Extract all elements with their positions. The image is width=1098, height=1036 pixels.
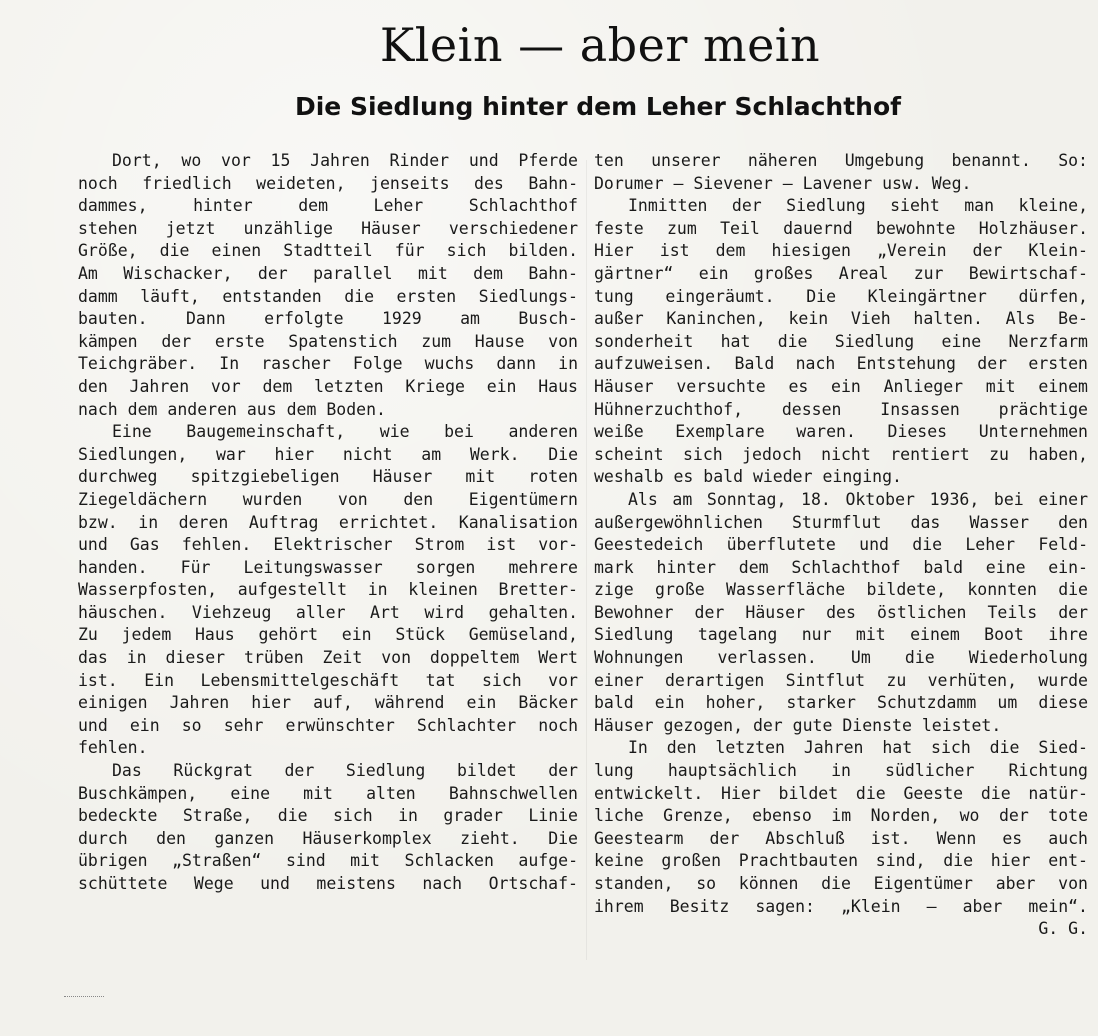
- text-line: noch friedlich weideten, jenseits des Bahn-: [78, 173, 578, 193]
- text-line: Häuser versuchte es ein Anlieger mit einem: [594, 376, 1088, 396]
- text-line: ihrem Besitz sagen: „Klein — aber mein“.: [594, 896, 1088, 916]
- text-line: einer derartigen Sintflut zu verhüten, wurde: [594, 670, 1088, 690]
- text-line: Wohnungen verlassen. Um die Wiederholung: [594, 648, 1088, 668]
- text-line: dammes, hinter dem Leher Schlachthof: [78, 196, 578, 216]
- text-line: Größe, die einen Stadtteil für sich bilden.: [78, 241, 578, 261]
- text-line: durchweg spitzgiebeligen Häuser mit roten: [78, 467, 578, 487]
- text-line: zige große Wasserfläche bildete, konnten die: [594, 580, 1088, 600]
- text-line: tung eingeräumt. Die Kleingärtner dürfen,: [594, 286, 1088, 306]
- scan-edge-mark: [64, 996, 104, 998]
- text-line: Buschkämpen, eine mit alten Bahnschwellen: [78, 783, 578, 803]
- text-line: nach dem anderen aus dem Boden.: [78, 399, 386, 419]
- text-line: weshalb es bald wieder einging.: [594, 467, 902, 487]
- text-line: Ziegeldächern wurden von den Eigentümern: [78, 489, 578, 509]
- text-line: weiße Exemplare waren. Dieses Unternehmen: [594, 422, 1088, 442]
- column-gutter: [586, 160, 587, 960]
- text-line: einigen Jahren hier auf, während ein Bäcker: [78, 693, 578, 713]
- text-line: standen, so können die Eigentümer aber von: [594, 874, 1088, 893]
- text-line: Wasserpfosten, aufgestellt in kleinen Bretter-: [78, 580, 578, 600]
- text-line: den Jahren vor dem letzten Kriege ein Haus: [78, 376, 578, 396]
- text-line: feste zum Teil dauernd bewohnte Holzhäuser.: [594, 218, 1088, 238]
- text-line: Inmitten der Siedlung sieht man kleine,: [628, 196, 1088, 216]
- text-line: bauten. Dann erfolgte 1929 am Busch-: [78, 309, 578, 329]
- text-line: Hühnerzuchthof, dessen Insassen prächtige: [594, 399, 1088, 419]
- text-line: sonderheit hat die Siedlung eine Nerzfarm: [594, 331, 1088, 351]
- text-line: keine großen Prachtbauten sind, die hier ent-: [594, 851, 1088, 871]
- text-line: fehlen.: [78, 738, 148, 758]
- text-line: ist. Ein Lebensmittelgeschäft tat sich vor: [78, 670, 578, 690]
- text-line: bald ein hoher, starker Schutzdamm um diese: [594, 693, 1088, 713]
- subheadline: Die Siedlung hinter dem Leher Schlachthof: [294, 92, 902, 121]
- text-line: Siedlungen, war hier nicht am Werk. Die: [78, 444, 578, 464]
- text-line: Dort, wo vor 15 Jahren Rinder und Pferde: [112, 151, 578, 170]
- text-line: und ein so sehr erwünschter Schlachter noch: [78, 715, 578, 735]
- text-line: aufzuweisen. Bald nach Entstehung der ersten: [594, 354, 1088, 374]
- text-line: In den letzten Jahren hat sich die Sied-: [628, 738, 1088, 758]
- text-line: scheint sich jedoch nicht rentiert zu haben,: [594, 444, 1088, 464]
- article-column-left: [78, 150, 578, 896]
- text-line: bedeckte Straße, die sich in grader Linie: [78, 806, 578, 826]
- text-line: Geestedeich überflutete und die Leher Feld-: [594, 535, 1088, 555]
- text-line: Hier ist dem hiesigen „Verein der Klein-: [594, 241, 1088, 261]
- text-line: durch den ganzen Häuserkomplex zieht. Die: [78, 828, 578, 848]
- text-line: damm läuft, entstanden die ersten Siedlungs-: [78, 286, 578, 306]
- text-line: Bewohner der Häuser des östlichen Teils der: [594, 602, 1088, 622]
- text-line: handen. Für Leitungswasser sorgen mehrere: [78, 557, 578, 577]
- text-line: Siedlung tagelang nur mit einem Boot ihre: [594, 625, 1088, 645]
- text-line: liche Grenze, ebenso im Norden, wo der tote: [594, 806, 1088, 826]
- text-line: lung hauptsächlich in südlicher Richtung: [594, 761, 1088, 781]
- text-line: Teichgräber. In rascher Folge wuchs dann in: [78, 354, 578, 374]
- article-column-right: [594, 150, 1088, 941]
- text-line: stehen jetzt unzählige Häuser verschiedener: [78, 218, 578, 238]
- text-line: übrigen „Straßen“ sind mit Schlacken aufge-: [78, 851, 578, 871]
- text-line: Als am Sonntag, 18. Oktober 1936, bei einer: [628, 489, 1088, 509]
- text-line: außer Kaninchen, kein Vieh halten. Als Be-: [594, 309, 1088, 329]
- text-line: Dorumer — Sievener — Lavener usw. Weg.: [594, 173, 972, 193]
- text-line: Zu jedem Haus gehört ein Stück Gemüseland,: [78, 625, 578, 645]
- text-line: G. G.: [1038, 919, 1088, 939]
- text-line: Häuser gezogen, der gute Dienste leistet.: [594, 715, 1002, 735]
- text-line: das in dieser trüben Zeit von doppeltem Wert: [78, 648, 578, 668]
- text-line: gärtner“ ein großes Areal zur Bewirtschaf-: [594, 263, 1088, 283]
- text-line: mark hinter dem Schlachthof bald eine ein-: [594, 557, 1088, 577]
- text-line: ten unserer näheren Umgebung benannt. So:: [594, 151, 1088, 170]
- text-line: Geestearm der Abschluß ist. Wenn es auch: [594, 828, 1088, 848]
- text-line: Am Wischacker, der parallel mit dem Bahn-: [78, 263, 578, 283]
- text-line: bzw. in deren Auftrag errichtet. Kanalisation: [78, 512, 578, 532]
- headline: Klein — aber mein: [379, 18, 821, 72]
- text-line: und Gas fehlen. Elektrischer Strom ist vor-: [78, 535, 578, 555]
- text-line: entwickelt. Hier bildet die Geeste die natür-: [594, 783, 1088, 803]
- text-line: kämpen der erste Spatenstich zum Hause von: [78, 331, 578, 351]
- text-line: Das Rückgrat der Siedlung bildet der: [112, 761, 578, 781]
- text-line: Eine Baugemeinschaft, wie bei anderen: [112, 422, 578, 442]
- text-line: häuschen. Viehzeug aller Art wird gehalten.: [78, 602, 578, 622]
- text-line: schüttete Wege und meistens nach Ortschaf-: [78, 874, 578, 893]
- text-line: außergewöhnlichen Sturmflut das Wasser den: [594, 512, 1088, 532]
